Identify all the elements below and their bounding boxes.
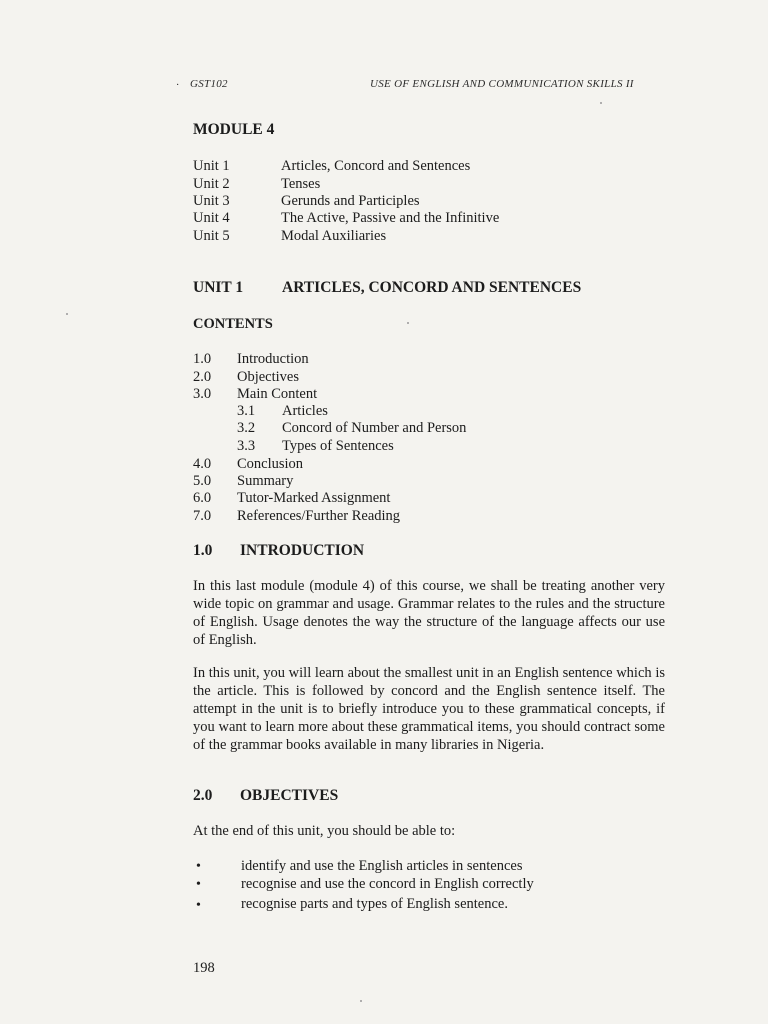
bullet-icon: •	[196, 877, 201, 892]
module-unit-row	[193, 157, 471, 175]
header-dot: ·	[176, 80, 180, 91]
bullet-icon: •	[196, 898, 201, 913]
module-unit-row	[193, 175, 321, 193]
objectives-heading: OBJECTIVES	[240, 787, 339, 804]
unit-label: Unit 3	[193, 193, 230, 209]
module-title: MODULE 4	[193, 121, 275, 138]
contents-item-number: 3.3	[237, 438, 256, 454]
introduction-heading: INTRODUCTION	[240, 542, 365, 559]
contents-item	[193, 489, 391, 507]
contents-item-text: Main Content	[237, 386, 318, 402]
unit-title: Modal Auxiliaries	[281, 228, 387, 244]
unit-title: The Active, Passive and the Infinitive	[281, 210, 500, 226]
unit-title: Articles, Concord and Sentences	[281, 158, 471, 174]
page-number: 198	[193, 960, 215, 976]
scan-speck	[600, 102, 602, 104]
introduction-paragraph: In this unit, you will learn about the smallest unit in an English sentence which is the article. This is followed by concord and the English sentence itself. The attempt in the unit is to briefly introduce you to these grammatical concepts, if you want to learn more about these grammatical items, you should contract some of the grammar books available in many libraries in Nigeria.	[193, 665, 665, 753]
scan-speck	[66, 313, 68, 315]
unit-label: Unit 2	[193, 176, 230, 192]
contents-item-number: 4.0	[193, 456, 212, 472]
contents-item-number: 1.0	[193, 351, 212, 367]
unit-title: Tenses	[281, 176, 321, 192]
contents-item	[193, 350, 309, 368]
contents-item-number: 3.2	[237, 420, 256, 436]
module-unit-row	[193, 227, 387, 245]
contents-item	[193, 507, 401, 525]
scan-speck	[360, 1000, 362, 1002]
contents-item-text: Conclusion	[237, 456, 304, 472]
contents-item-number: 2.0	[193, 369, 212, 385]
contents-item	[193, 472, 294, 490]
objectives-lead-text: At the end of this unit, you should be able to:	[193, 823, 456, 839]
contents-item-number: 5.0	[193, 473, 212, 489]
bullet-icon: •	[196, 859, 201, 874]
module-unit-row	[193, 209, 500, 227]
unit-heading-label: UNIT 1	[193, 279, 244, 296]
unit-label: Unit 5	[193, 228, 230, 244]
contents-item	[193, 385, 318, 403]
contents-subitem	[237, 437, 394, 455]
running-header-course-title: USE OF ENGLISH AND COMMUNICATION SKILLS II	[370, 78, 634, 90]
introduction-section-number: 1.0	[193, 542, 213, 559]
contents-item-number: 3.0	[193, 386, 212, 402]
objective-item: identify and use the English articles in sentences	[241, 858, 523, 874]
contents-title: CONTENTS	[193, 316, 273, 332]
contents-item	[193, 368, 300, 386]
contents-item-number: 3.1	[237, 403, 256, 419]
module-unit-row	[193, 192, 420, 210]
running-header-course-code: GST102	[190, 78, 228, 90]
contents-item-text: Concord of Number and Person	[282, 420, 467, 436]
unit-label: Unit 1	[193, 158, 230, 174]
contents-item-text: Tutor-Marked Assignment	[237, 490, 391, 506]
contents-item-text: Articles	[282, 403, 328, 419]
unit-heading-title: ARTICLES, CONCORD AND SENTENCES	[282, 279, 582, 296]
contents-subitem	[237, 419, 467, 437]
contents-item-text: Summary	[237, 473, 294, 489]
contents-item-number: 6.0	[193, 490, 212, 506]
objectives-section-number: 2.0	[193, 787, 213, 804]
contents-item-text: Introduction	[237, 351, 309, 367]
contents-item-text: Objectives	[237, 369, 300, 385]
scan-speck	[407, 322, 409, 324]
unit-label: Unit 4	[193, 210, 230, 226]
contents-item-text: References/Further Reading	[237, 508, 401, 524]
contents-item-text: Types of Sentences	[282, 438, 394, 454]
contents-item-number: 7.0	[193, 508, 212, 524]
objective-item: recognise parts and types of English sentence.	[241, 896, 508, 912]
contents-subitem	[237, 402, 328, 420]
contents-item	[193, 455, 304, 473]
objective-item: recognise and use the concord in English correctly	[241, 876, 534, 892]
introduction-paragraph: In this last module (module 4) of this course, we shall be treating another very wide topic on grammar and usage. Grammar relates to the rules and the structure of English. Usage denotes the way the structure of the language affects our use of English.	[193, 578, 665, 648]
unit-title: Gerunds and Participles	[281, 193, 420, 209]
